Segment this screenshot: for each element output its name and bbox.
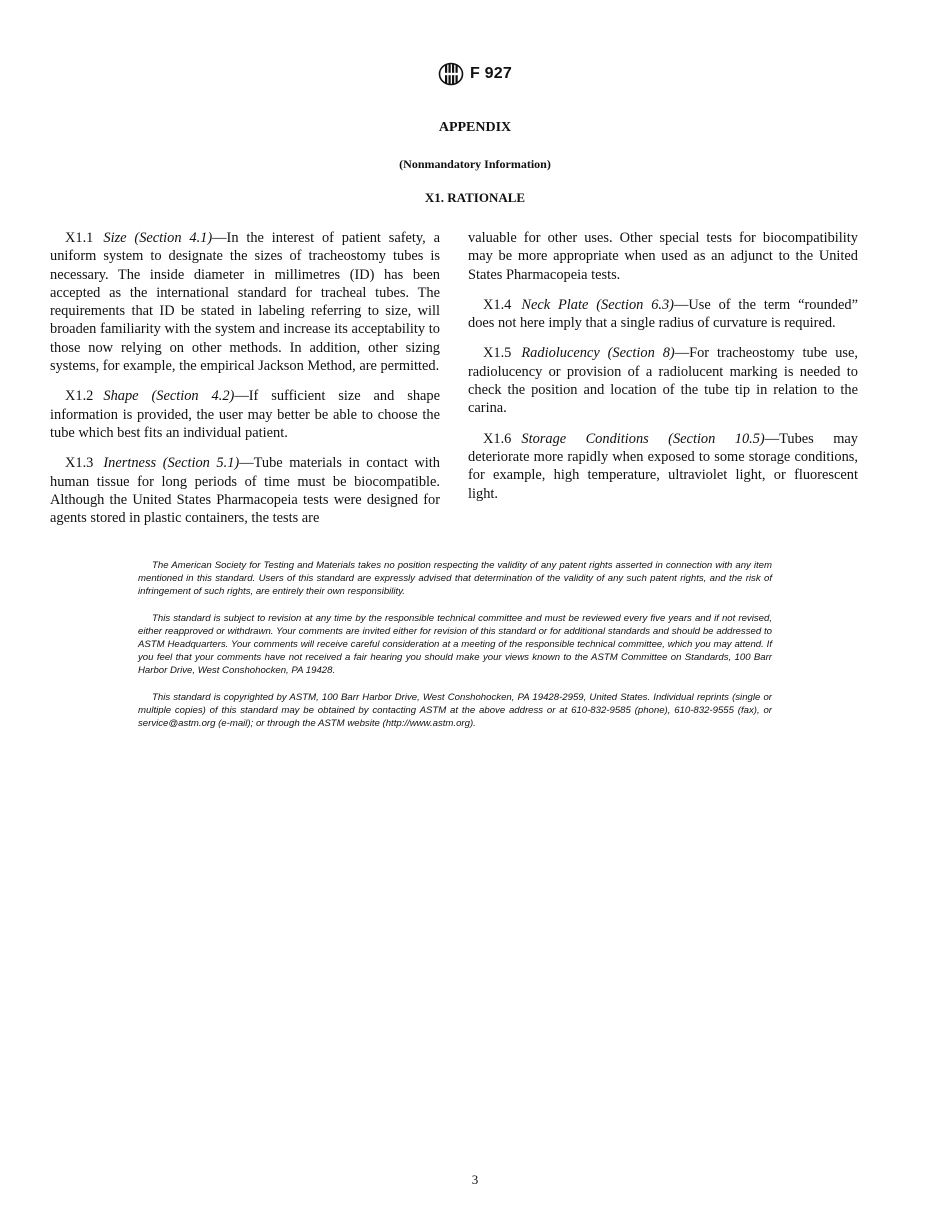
right-column xyxy=(468,229,858,515)
paragraph-text: —Use of the term “rounded” does not here imply that a single radius of curvature is required. xyxy=(468,296,858,332)
copyright-notice: This standard is copyrighted by ASTM, 100 Barr Harbor Drive, West Conshohocken, PA 19428-2959, United States. Individual reprints (single or multiple copies) of this standard may be obtained by contacting ASTM at the above address or at 610-832-9585 (phone), 610-832-9555 (fax), or service@astm.org (e-mail); or through the ASTM website (http://www.astm.org). xyxy=(138,692,772,729)
paragraph-text: —In the interest of patient safety, a uniform system to designate the sizes of tracheostomy tubes is necessary. The inside diameter in millimetres (ID) has been accepted as the international standard for tracheal tubes. The requirements that ID be stated in labeling referring to size, will broaden familiarity with the system and increase its acceptability to those now relying on other methods. In addition, other sizing systems, for example, the empirical Jackson Method, are permitted. xyxy=(50,230,440,375)
legal-notices xyxy=(138,559,772,744)
paragraph-number: X1.2 xyxy=(65,388,94,405)
paragraph-x1-5 xyxy=(468,344,858,417)
paragraph-title: Inertness (Section 5.1) xyxy=(103,455,240,472)
paragraph-text: —Tubes may deteriorate more rapidly when exposed to some storage conditions, for example, high temperature, ultraviolet light, or fluorescent light. xyxy=(468,430,858,502)
paragraph-x1-4 xyxy=(468,296,858,333)
paragraph-number: X1.6 xyxy=(483,430,512,447)
astm-logo-icon xyxy=(438,62,464,86)
paragraph-x1-6 xyxy=(468,430,858,503)
paragraph-x1-3-continuation: valuable for other uses. Other special tests for biocompatibility may be more appropriate when used as an adjunct to the United States Pharmacopeia tests. xyxy=(468,230,858,283)
appendix-subtitle: (Nonmandatory Information) xyxy=(399,157,551,171)
left-column xyxy=(50,229,440,539)
paragraph-x1-1 xyxy=(50,229,440,375)
paragraph-text: —If sufficient size and shape information is provided, the user may better be able to choose the tube which best fits an individual patient. xyxy=(50,388,441,441)
paragraph-number: X1.1 xyxy=(65,230,94,246)
paragraph-number: X1.5 xyxy=(483,345,512,362)
paragraph-title: Size (Section 4.1) xyxy=(103,230,213,246)
paragraph-number: X1.3 xyxy=(65,455,94,472)
paragraph-x1-2 xyxy=(50,387,440,442)
paragraph-title: Storage Conditions (Section 10.5) xyxy=(521,430,765,447)
standard-designation: F 927 xyxy=(470,65,512,82)
paragraph-title: Shape (Section 4.2) xyxy=(103,388,235,405)
paragraph-title: Neck Plate (Section 6.3) xyxy=(521,296,674,313)
page-number: 3 xyxy=(471,1172,479,1187)
appendix-title: APPENDIX xyxy=(438,120,512,135)
patent-notice: The American Society for Testing and Materials takes no position respecting the validity of any patent rights asserted in connection with any item mentioned in this standard. Users of this standard are expressly advised that determination of the validity of any such patent rights, and the risk of infringement of such rights, are entirely their own responsibility. xyxy=(138,560,772,597)
paragraph-text: —For tracheostomy tube use, radiolucency or provision of a radiolucent marking is needed to check the position and location of the tube tip in relation to the carina. xyxy=(468,345,858,417)
section-title: X1. RATIONALE xyxy=(424,190,526,205)
page-header xyxy=(0,62,950,86)
paragraph-title: Radiolucency (Section 8) xyxy=(521,345,675,362)
paragraph-x1-3 xyxy=(50,454,440,527)
revision-notice: This standard is subject to revision at any time by the responsible technical committee and must be reviewed every five years and if not revised, either reapproved or withdrawn. Your comments are invited either for revision of this standard or for additional standards and should be addressed to ASTM Headquarters. Your comments will receive careful consideration at a meeting of the responsible technical committee, which you may attend. If you feel that your comments have not received a fair hearing you should make your views known to the ASTM Committee on Standards, 100 Barr Harbor Drive, West Conshohocken, PA 19428. xyxy=(138,613,772,676)
paragraph-text: —Tube materials in contact with human tissue for long periods of time must be biocompatible. Although the United States Pharmacopeia tests were designed for agents stored in plastic containers, the tests are xyxy=(50,455,440,527)
paragraph-number: X1.4 xyxy=(483,296,512,313)
